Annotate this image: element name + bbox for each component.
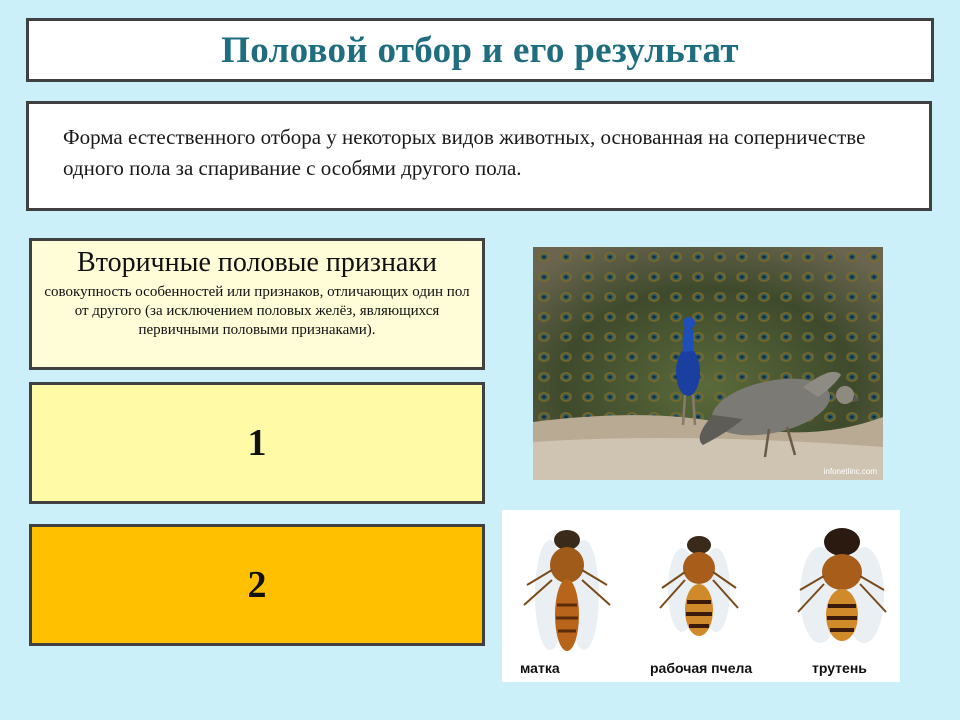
bees-illustration	[502, 510, 900, 660]
worker-bee-label: рабочая пчела	[650, 660, 753, 676]
answer-box-2-number: 2	[247, 564, 267, 606]
queen-bee-icon	[524, 530, 610, 651]
drone-bee-label: трутень	[812, 660, 867, 676]
secondary-traits-description: совокупность особенностей или признаков, отличающих один пол от другого (за исключением половых желёз, являющихся первичными половыми признаками).	[44, 284, 470, 338]
peacock-illustration	[533, 247, 883, 480]
secondary-traits-heading: Вторичные половые признаки	[77, 247, 437, 278]
slide-title: Половой отбор и его результат	[221, 29, 739, 71]
definition-box	[26, 101, 932, 211]
bees-picture	[502, 510, 900, 682]
secondary-traits-box	[29, 238, 485, 370]
peacock-watermark: infonetlinc.com	[823, 467, 877, 476]
definition-text: Форма естественного отбора у некоторых видов животных, основанная на соперничестве одного пола за спаривание с особями другого пола.	[63, 125, 866, 180]
drone-bee-icon	[798, 528, 886, 643]
worker-bee-icon	[660, 536, 738, 636]
queen-bee-label: матка	[520, 660, 560, 676]
answer-box-1	[29, 382, 485, 504]
answer-box-2	[29, 524, 485, 646]
title-box	[26, 18, 934, 82]
peacock-photo	[533, 247, 883, 480]
answer-box-1-number: 1	[247, 422, 267, 464]
